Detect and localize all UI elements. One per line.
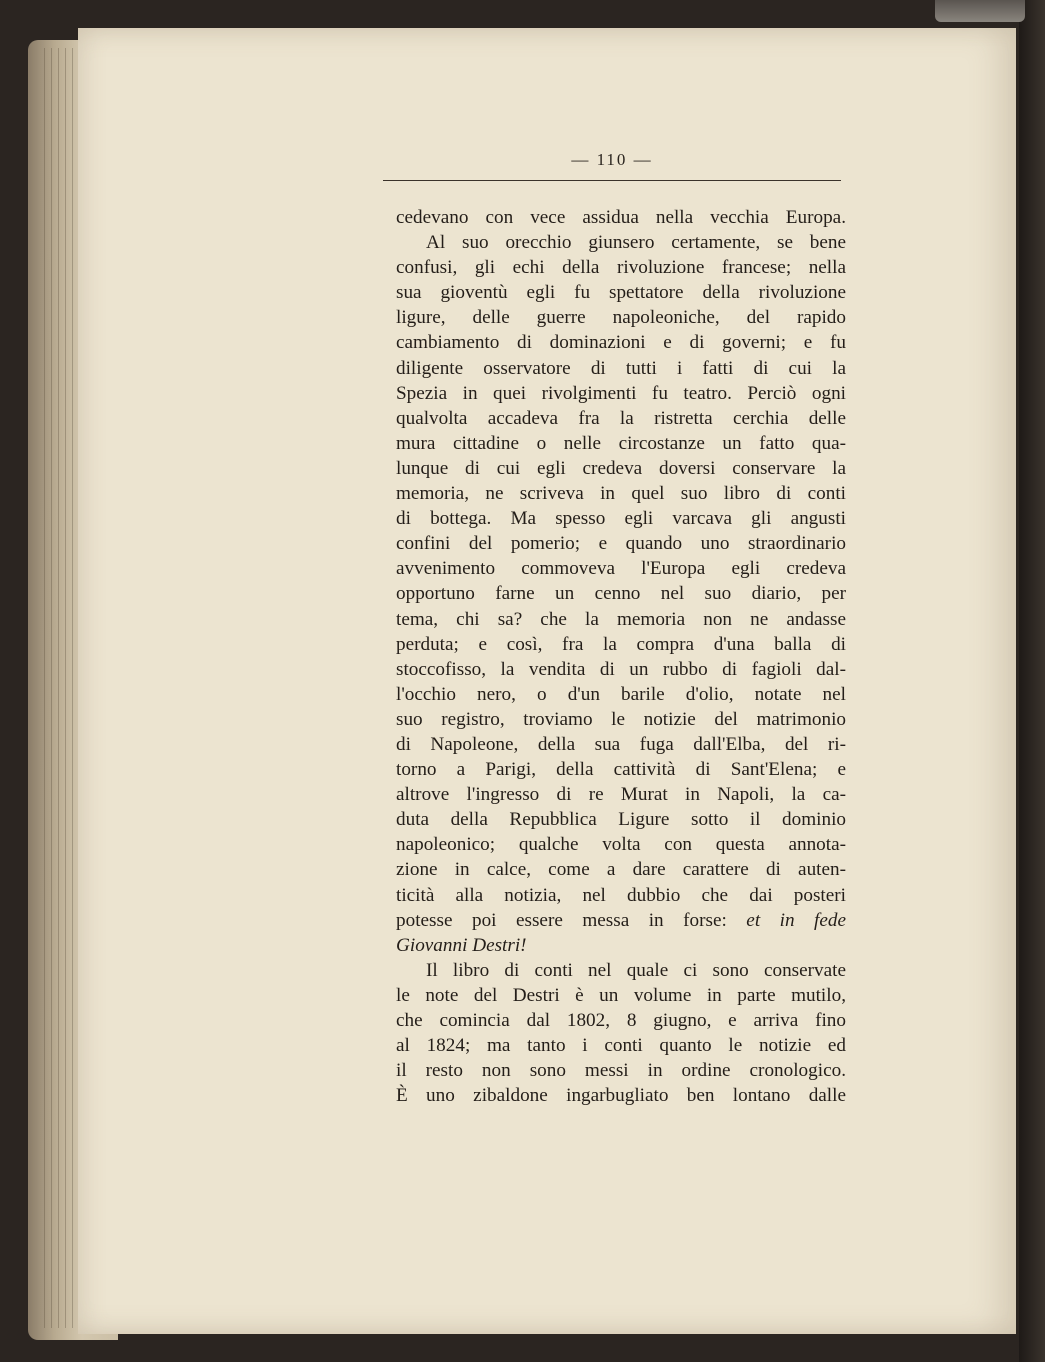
text-line: memoria, ne scriveva in quel suo libro di conti (396, 483, 846, 505)
text-line: suo registro, troviamo le notizie del matrimonio (396, 708, 846, 730)
text-line: che comincia dal 1802, 8 giugno, e arriva fino (396, 1010, 846, 1031)
text-line: cedevano con vece assidua nella vecchia Europa. (396, 207, 846, 228)
text-line: È uno zibaldone ingarbugliato ben lontano dalle (396, 1085, 846, 1107)
text-line: confusi, gli echi della rivoluzione francese; nella (396, 257, 846, 279)
text-line: il resto non sono messi in ordine cronologico. (396, 1060, 846, 1082)
text-line: l'occhio nero, o d'un barile d'olio, notate nel (396, 683, 846, 705)
text-line: cambiamento di dominazioni e di governi; e fu (396, 332, 846, 354)
text-line: qualvolta accadeva fra la ristretta cerchia delle (396, 407, 846, 429)
text-line: sua gioventù egli fu spettatore della rivoluzione (396, 282, 846, 304)
text-line: al 1824; ma tanto i conti quanto le notizie ed (396, 1035, 846, 1057)
scan-background-strip (1019, 0, 1045, 1362)
text-line: opportuno farne un cenno nel suo diario, per (396, 583, 846, 605)
body-text (396, 205, 846, 1108)
text-line: Al suo orecchio giunsero certamente, se bene (426, 232, 846, 254)
text-line: Spezia in quei rivolgimenti fu teatro. Perciò ogni (396, 382, 846, 404)
text-line: Il libro di conti nel quale ci sono conservate (426, 959, 846, 981)
text-line: confini del pomerio; e quando uno straordinario (396, 533, 846, 555)
text-line: lunque di cui egli credeva doversi conservare la (396, 457, 846, 479)
italic-text: et in fede (746, 909, 846, 931)
header-rule (383, 180, 841, 181)
text-line-mixed (396, 908, 846, 933)
text-line: ligure, delle guerre napoleoniche, del rapido (396, 307, 846, 329)
text-fragment: potesse poi essere messa in forse: (396, 909, 727, 931)
binding-clip (935, 0, 1025, 22)
text-line: di bottega. Ma spesso egli varcava gli angusti (396, 508, 846, 530)
text-line: tema, chi sa? che la memoria non ne andasse (396, 608, 846, 630)
page-number-header: — 110 — (571, 150, 653, 169)
text-line: diligente osservatore di tutti i fatti di cui la (396, 357, 846, 379)
text-line: zione in calce, come a dare carattere di auten- (396, 859, 846, 881)
text-line: perduta; e così, fra la compra d'una balla di (396, 633, 846, 655)
text-line: mura cittadine o nelle circostanze un fatto qua- (396, 432, 846, 454)
text-line: torno a Parigi, della cattività di Sant'Elena; e (396, 759, 846, 781)
text-line: le note del Destri è un volume in parte mutilo, (396, 984, 846, 1006)
text-line: di Napoleone, della sua fuga dall'Elba, del ri- (396, 733, 846, 755)
text-line: altrove l'ingresso di re Murat in Napoli, la ca- (396, 784, 846, 806)
text-line: napoleonico; qualche volta con questa annota- (396, 834, 846, 856)
text-line: stoccofisso, la vendita di un rubbo di fagioli dal- (396, 658, 846, 680)
text-line: avvenimento commoveva l'Europa egli credeva (396, 558, 846, 580)
italic-signature-line: Giovanni Destri! (396, 934, 527, 956)
text-line: ticità alla notizia, nel dubbio che dai posteri (396, 884, 846, 906)
text-line: duta della Repubblica Ligure sotto il dominio (396, 809, 846, 831)
